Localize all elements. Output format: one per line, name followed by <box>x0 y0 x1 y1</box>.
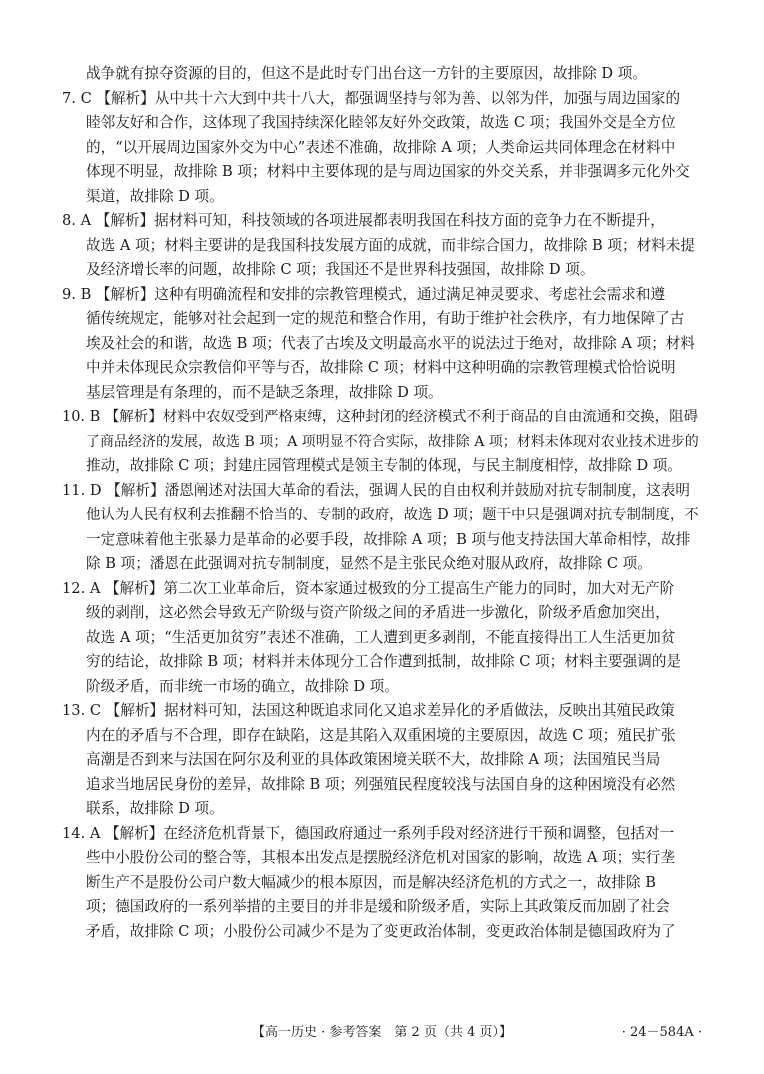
answer-line: 及经济增长率的问题，故排除 C 项；我国还不是世界科技强国，故排除 D 项。 <box>86 261 595 278</box>
answer-line: 项；德国政府的一系列举措的主要目的并非是缓和阶级矛盾，实际上其政策反而加剧了社会 <box>86 898 670 915</box>
answer-line: 9. B 【解析】这种有明确流程和安排的宗教管理模式，通过满足神灵要求、考虑社会需求和遵 <box>62 285 666 303</box>
answer-line: 推动，故排除 C 项；封建庄园管理模式是领主专制的体现，与民主制度相悖，故排除 D 项。 <box>86 457 682 474</box>
answer-line: 级的剥削，这必然会导致无产阶级与资产阶级之间的矛盾进一步激化，阶级矛盾愈加突出， <box>86 604 670 621</box>
answer-line: 联系，故排除 D 项。 <box>86 800 224 817</box>
answer-line: 7. C 【解析】从中共十六大到中共十八大，都强调坚持与邻为善、以邻为伴，加强与周边国家的 <box>62 89 681 107</box>
answer-line: 穷的结论，故排除 B 项；材料并未体现分工合作遭到抵制，故排除 C 项；材料主要强调的是 <box>86 653 682 670</box>
answer-line: 断生产不是股份公司户数大幅减少的根本原因，而是解决经济危机的方式之一，故排除 B <box>86 873 656 891</box>
answer-line: 体现不明显，故排除 B 项；材料中主要体现的是与周边国家的外交关系，并非强调多元化外交 <box>86 163 690 180</box>
answer-line: 一定意味着他主张暴力是革命的必要手段，故排除 A 项；B 项与他支持法国大革命相悖，故排 <box>86 530 691 548</box>
answer-item-10 <box>62 405 702 479</box>
answer-item-13 <box>62 699 702 822</box>
footer-doc-code: · 24－584A · <box>621 1025 702 1040</box>
answer-line: 阶级矛盾，而非统一市场的确立，故排除 D 项。 <box>86 677 399 695</box>
answer-line: 追求当地居民身份的差异，故排除 B 项；列强殖民程度较浅与法国自身的这种困境没有必然 <box>86 775 676 793</box>
answer-line: 埃及社会的和谐，故选 B 项；代表了古埃及文明最高水平的说法过于绝对，故排除 A 项；材料 <box>86 334 695 352</box>
answer-item-8 <box>62 209 702 283</box>
answer-line: 8. A 【解析】据材料可知，科技领域的各项进展都表明我国在科技方面的竞争力在不断提升， <box>62 212 665 229</box>
answer-line: 除 B 项；潘恩在此强调对抗专制制度，显然不是主张民众绝对服从政府，故排除 C 项。 <box>86 555 652 572</box>
answer-line: 他认为人民有权利去推翻不恰当的、专制的政府，故选 D 项；题干中只是强调对抗专制制度，不 <box>86 507 699 523</box>
answer-line: 13. C 【解析】据材料可知，法国这种既追求同化又追求差异化的矛盾做法，反映出其殖民政策 <box>62 702 675 719</box>
answer-line: 中并未体现民众宗教信仰平等与否，故排除 C 项；材料中这种明确的宗教管理模式恰恰说明 <box>86 359 676 376</box>
answer-item-11 <box>62 479 702 577</box>
carryover-line: 战争就有掠夺资源的目的，但这不是此时专门出台这一方针的主要原因，故排除 D 项。 <box>86 65 647 82</box>
answer-line: 循传统规定，能够对社会起到一定的规范和整合作用，有助于维护社会秩序，有力地保障了古 <box>86 310 685 327</box>
answer-line: 内在的矛盾与不合理，即存在缺陷，这是其陷入双重困境的主要原因，故选 C 项；殖民扩张 <box>86 726 676 744</box>
answer-line: 11. D 【解析】潘恩阐述对法国大革命的看法，强调人民的自由权利并鼓励对抗专制制度，这表明 <box>62 481 690 499</box>
answer-line: 14. A 【解析】在经济危机背景下，德国政府通过一系列手段对经济进行干预和调整，包括对一 <box>62 824 675 842</box>
page-footer <box>0 1020 764 1046</box>
answer-line: 故选 A 项；材料主要讲的是我国科技发展方面的成就，而非综合国力，故排除 B 项；材料未提 <box>86 236 695 254</box>
footer-page-info: 【高一历史 · 参考答案 第 2 页（共 4 页）】 <box>252 1025 512 1040</box>
answer-item-12 <box>62 577 702 700</box>
answer-line: 基层管理是有条理的，而不是缺乏条理，故排除 D 项。 <box>86 383 443 401</box>
answer-line: 故选 A 项；“生活更加贫穷”表述不准确，工人遭到更多剥削，不能直接得出工人生活更加贫 <box>86 628 676 646</box>
answer-item-9 <box>62 283 702 406</box>
answer-line: 高潮是否到来与法国在阿尔及利亚的具体政策困境关联不大，故排除 A 项；法国殖民当局 <box>86 751 661 768</box>
answer-line: 睦邻友好和合作，这体现了我国持续深化睦邻友好外交政策，故选 C 项；我国外交是全方位 <box>86 114 676 131</box>
answer-explanations <box>62 62 702 944</box>
answer-line: 12. A 【解析】第二次工业革命后，资本家通过极致的分工提高生产能力的同时，加大对无产阶 <box>62 579 675 597</box>
answer-line: 渠道，故排除 D 项。 <box>86 187 224 205</box>
answer-item-14 <box>62 822 702 945</box>
answer-line: 10. B 【解析】材料中农奴受到严格束缚，这种封闭的经济模式不利于商品的自由流通和交换，阻碍 <box>62 409 699 425</box>
answer-line: 些中小股份公司的整合等，其根本出发点是摆脱经济危机对国家的影响，故选 A 项；实行垄 <box>86 849 675 866</box>
answer-line: 了商品经济的发展，故选 B 项；A 项明显不符合实际，故排除 A 项；材料未体现对农业技术进步的 <box>86 433 699 450</box>
answer-item-7 <box>62 87 702 210</box>
answer-line: 的，“以开展周边国家外交为中心”表述不准确，故排除 A 项；人类命运共同体理念在材料中 <box>86 138 676 156</box>
answer-line: 矛盾，故排除 C 项；小股份公司减少不是为了变更政治体制，变更政治体制是德国政府为了 <box>86 922 676 940</box>
